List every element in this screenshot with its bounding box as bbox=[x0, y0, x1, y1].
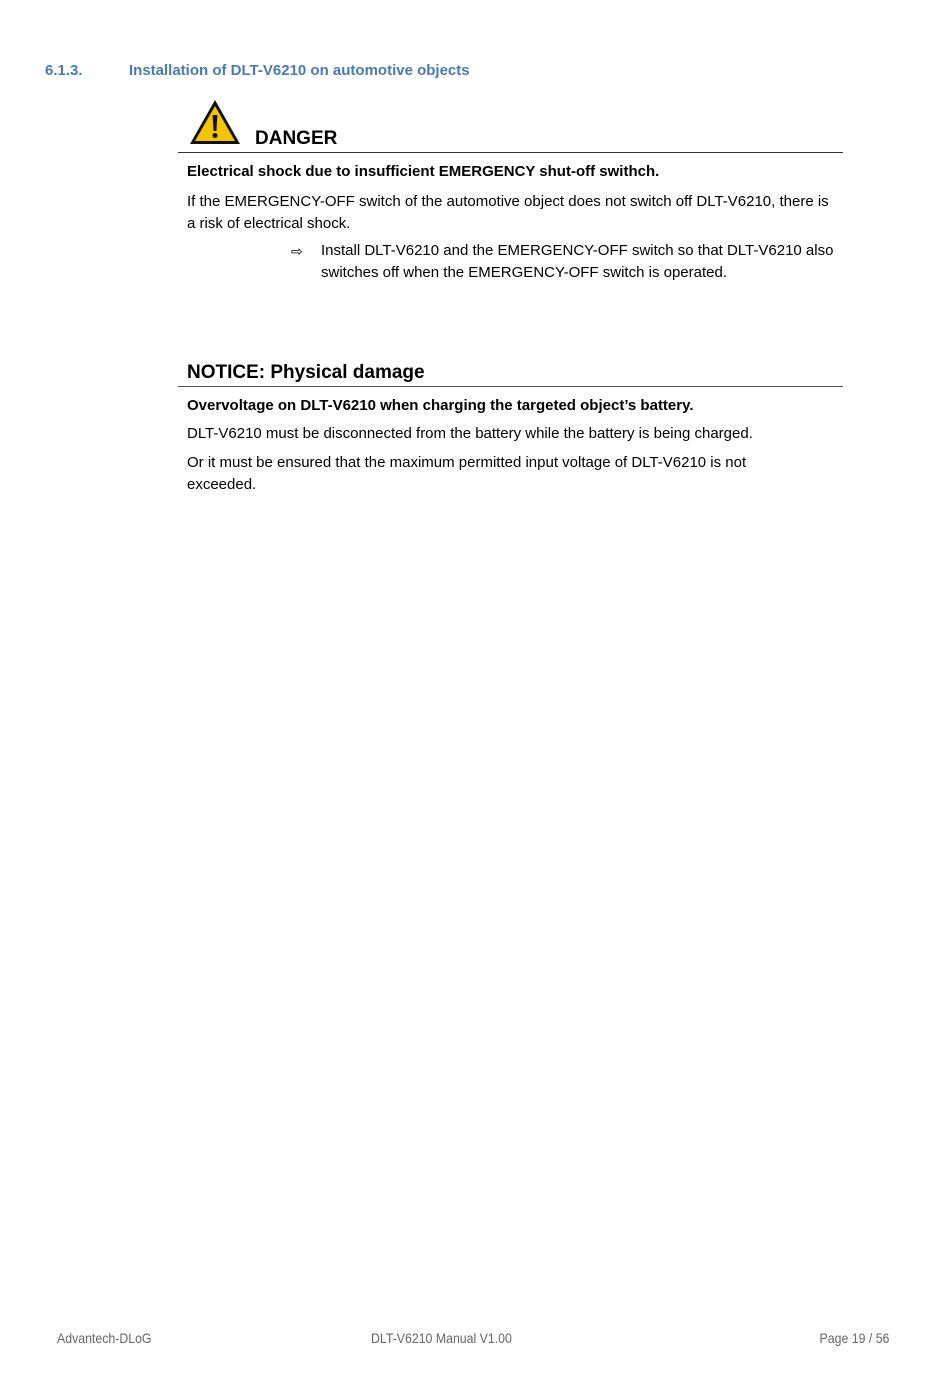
danger-subtitle: Electrical shock due to insufficient EMERGENCY shut-off swithch. bbox=[187, 163, 660, 180]
danger-header bbox=[178, 98, 843, 153]
danger-title: DANGER bbox=[255, 128, 338, 149]
notice-title: NOTICE: Physical damage bbox=[178, 360, 843, 387]
danger-instruction bbox=[178, 240, 841, 284]
notice-block bbox=[178, 360, 843, 496]
notice-paragraph: Or it must be ensured that the maximum permitted input voltage of DLT-V6210 is not exceeded. bbox=[187, 454, 747, 493]
warning-triangle-icon bbox=[188, 98, 242, 146]
notice-subtitle: Overvoltage on DLT-V6210 when charging the targeted object’s battery. bbox=[187, 397, 694, 414]
arrow-right-icon: ⇨ bbox=[291, 243, 303, 259]
section-number: 6.1.3. bbox=[45, 62, 83, 79]
footer-company: Advantech-DLoG bbox=[57, 1330, 152, 1346]
section-title: Installation of DLT-V6210 on automotive objects bbox=[129, 62, 470, 79]
instruction-text: Install DLT-V6210 and the EMERGENCY-OFF switch so that DLT-V6210 also switches off when the EMERGENCY-OFF switch is operated. bbox=[321, 242, 834, 281]
section-heading bbox=[45, 62, 470, 79]
notice-paragraph: DLT-V6210 must be disconnected from the battery while the battery is being charged. bbox=[187, 425, 753, 442]
danger-block bbox=[178, 98, 843, 284]
footer-document-title: DLT-V6210 Manual V1.00 bbox=[371, 1330, 512, 1346]
footer-page-number: Page 19 / 56 bbox=[819, 1330, 889, 1346]
danger-body: If the EMERGENCY-OFF switch of the automotive object does not switch off DLT-V6210, there is a risk of electrical shock. bbox=[187, 193, 829, 232]
